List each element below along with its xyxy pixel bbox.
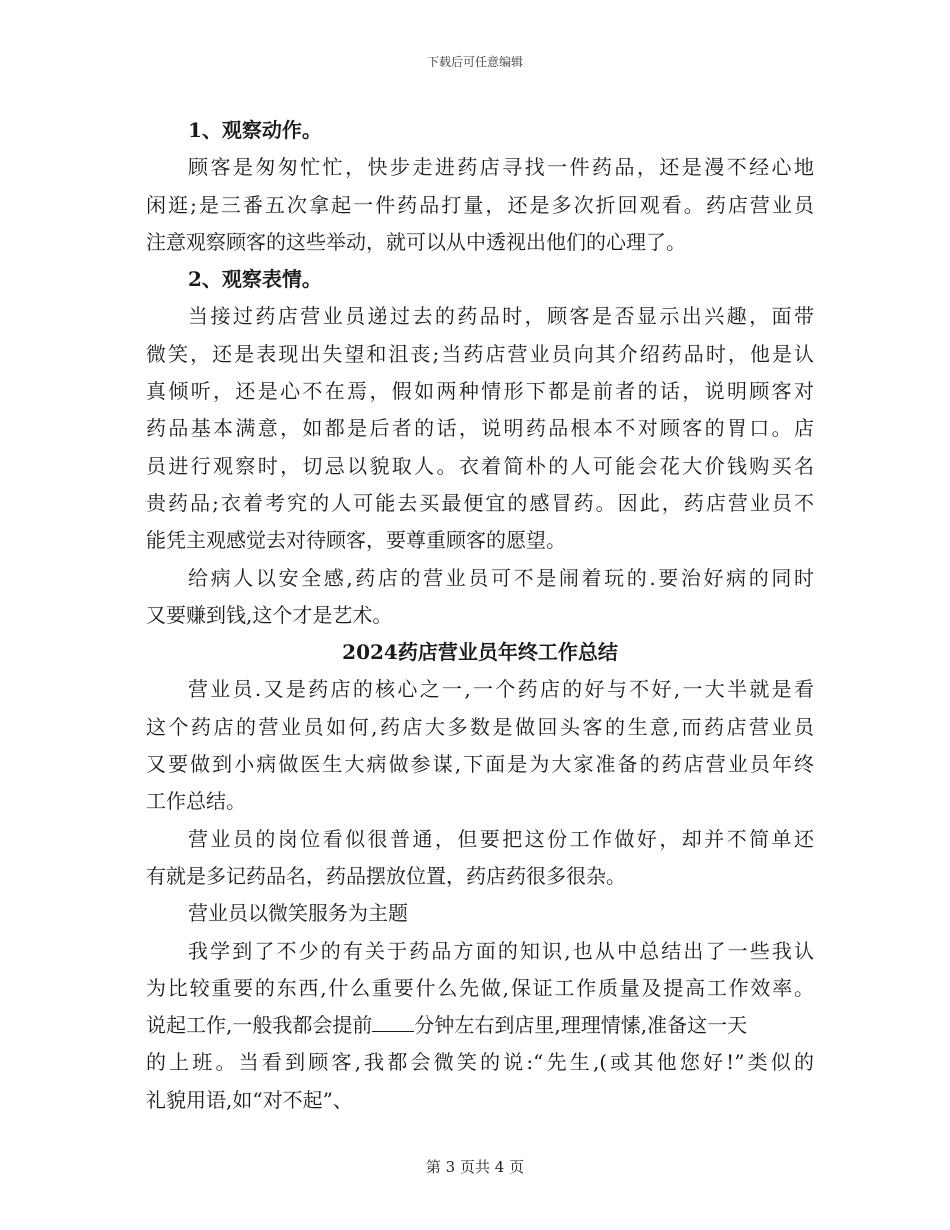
paragraph-line: 贵药品;衣着考究的人可能去买最便宜的感冒药。因此，药店营业员不: [146, 490, 814, 515]
paragraph-line: 顾客是匆匆忙忙，快步走进药店寻找一件药品，还是漫不经心地: [188, 155, 814, 180]
section-heading-observe-actions: 1、观察动作。: [188, 118, 322, 142]
paragraph-line: 给病人以安全感,药店的营业员可不是闹着玩的.要治好病的同时: [188, 565, 814, 590]
paragraph-line: 营业员.又是药店的核心之一,一个药店的好与不好,一大半就是看: [188, 677, 814, 702]
fill-in-blank: [372, 1013, 414, 1032]
paragraph-line: 当接过药店营业员递过去的药品时，顾客是否显示出兴趣，面带: [188, 304, 814, 329]
paragraph-line: 为比较重要的东西,什么重要什么先做,保证工作质量及提高工作效率。: [146, 975, 814, 1000]
paragraph-line-with-blank: [146, 1007, 814, 1044]
paragraph-line: 这个药店的营业员如何,药店大多数是做回头客的生意,而药店营业员: [146, 714, 814, 739]
paragraph-line: 又要做到小病做医生大病做参谋,下面是为大家准备的药店营业员年终: [146, 752, 814, 777]
document-body: [146, 112, 814, 1119]
paragraph-line: 营业员以微笑服务为主题: [188, 901, 408, 926]
text-before-blank: 说起工作,一般我都会提前: [146, 1013, 373, 1038]
paragraph-line: 闲逛;是三番五次拿起一件药品打量，还是多次折回观看。药店营业员: [146, 192, 814, 217]
section-heading-observe-expressions: 2、观察表情。: [188, 267, 322, 292]
paragraph-line: 真倾听，还是心不在焉，假如两种情形下都是前者的话，说明顾客对: [146, 379, 814, 404]
paragraph-line: 能凭主观感觉去对待顾客，要尊重顾客的愿望。: [146, 528, 566, 553]
page-footer: 第 3 页共 4 页: [425, 1158, 525, 1176]
paragraph-line: 营业员的岗位看似很普通，但要把这份工作做好，却并不简单还: [188, 826, 814, 851]
paragraph-line: 有就是多记药品名，药品摆放位置，药店药很多很杂。: [146, 863, 626, 888]
paragraph-line: 礼貌用语,如“对不起”、: [146, 1087, 353, 1112]
page-header: 下载后可任意编辑: [426, 55, 523, 69]
paragraph-line: 我学到了不少的有关于药品方面的知识,也从中总结出了一些我认: [188, 938, 814, 963]
document-title: 2024药店营业员年终工作总结: [342, 640, 618, 665]
paragraph-line: 又要赚到钱,这个才是艺术。: [146, 602, 393, 627]
paragraph-line: 员进行观察时，切忌以貌取人。衣着简朴的人可能会花大价钱购买名: [146, 453, 814, 478]
paragraph-line: 注意观察顾客的这些举动，就可以从中透视出他们的心理了。: [146, 229, 686, 254]
text-after-blank: 分钟左右到店里,理理情愫,准备这一天: [414, 1013, 748, 1038]
paragraph-line: 药品基本满意，如都是后者的话，说明药品根本不对顾客的胃口。店: [146, 416, 814, 441]
paragraph-line: 工作总结。: [146, 789, 246, 814]
paragraph-line: 微笑，还是表现出失望和沮丧;当药店营业员向其介绍药品时，他是认: [146, 341, 814, 366]
paragraph-line: 的上班。当看到顾客,我都会微笑的说:“先生,(或其他您好!”类似的: [146, 1050, 814, 1075]
